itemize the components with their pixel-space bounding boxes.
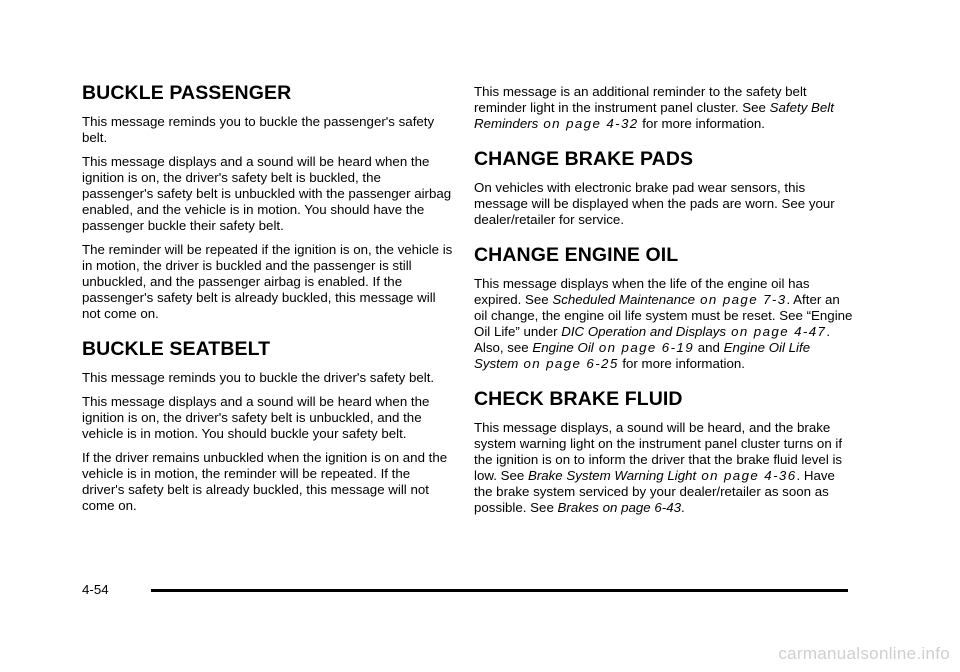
- text: This message displays when the life of the engine oil has expired. See: [474, 276, 810, 307]
- xref-safety-belt-reminders[interactable]: Safety Belt Reminders: [474, 100, 834, 131]
- xref-brakes[interactable]: Brakes on page 6-43: [557, 500, 681, 515]
- text: This message displays, a sound will be heard, and the brake system warning light on the instrument panel cluster turns on if the ignition is on to inform the driver that the brake fluid level is low. See: [474, 420, 843, 483]
- paragraph: [474, 84, 854, 132]
- text: for more information.: [638, 116, 765, 131]
- section-buckle-passenger: [82, 82, 454, 322]
- page-number: 4-54: [82, 582, 109, 597]
- xref-scheduled-maintenance[interactable]: Scheduled Maintenance: [552, 292, 696, 307]
- text: This message is an additional reminder to the safety belt reminder light in the instrument panel cluster. See: [474, 84, 807, 115]
- page-ref[interactable]: on page 7-3: [695, 292, 787, 307]
- heading-buckle-seatbelt: BUCKLE SEATBELT: [82, 338, 271, 360]
- text: for more information.: [618, 356, 745, 371]
- paragraph: On vehicles with electronic brake pad wear sensors, this message will be displayed when the pads are worn. See your dealer/retailer for service.: [474, 180, 835, 227]
- left-column: [82, 82, 454, 530]
- heading-buckle-passenger: BUCKLE PASSENGER: [82, 82, 292, 104]
- xref-brake-system-warning-light[interactable]: Brake System Warning Light: [527, 468, 697, 483]
- section-buckle-seatbelt: [82, 338, 454, 514]
- watermark: carmanualsonline.info: [778, 644, 950, 663]
- section-change-engine-oil: [474, 244, 854, 372]
- paragraph: This message displays and a sound will be heard when the ignition is on, the driver's safety belt is buckled, the passenger's safety belt is unbuckled with the passenger airbag enabled, and the vehicle is in motion. You should have the passenger buckle their safety belt.: [82, 154, 452, 233]
- xref-dic-operation[interactable]: DIC Operation and Displays: [561, 324, 727, 339]
- page-ref[interactable]: on page 4-47: [726, 324, 827, 339]
- heading-change-engine-oil: CHANGE ENGINE OIL: [474, 244, 679, 266]
- page-ref[interactable]: on page 6-19: [593, 340, 695, 355]
- page-ref[interactable]: on page 6-25: [518, 356, 619, 371]
- section-safety-belt-reminder: [474, 84, 854, 132]
- paragraph: This message displays and a sound will be heard when the ignition is on, the driver's safety belt is unbuckled, and the vehicle is in motion. You should buckle your safety belt.: [82, 394, 430, 441]
- right-column: [474, 84, 854, 532]
- paragraph: [474, 276, 854, 372]
- heading-check-brake-fluid: CHECK BRAKE FLUID: [474, 388, 683, 410]
- page-ref[interactable]: on page 4-32: [538, 116, 639, 131]
- paragraph: [474, 420, 854, 516]
- footer-rule: [151, 589, 848, 592]
- page-ref[interactable]: on page 4-36: [696, 468, 797, 483]
- xref-engine-oil[interactable]: Engine Oil: [532, 340, 594, 355]
- paragraph: The reminder will be repeated if the ignition is on, the vehicle is in motion, the driver is buckled and the passenger is still unbuckled, and the passenger airbag is enabled. If the passenger's safety belt is already buckled, this message will not come on.: [82, 242, 453, 321]
- text: and: [694, 340, 724, 355]
- xref-engine-oil-life-system[interactable]: Engine Oil Life System: [474, 340, 811, 371]
- heading-change-brake-pads: CHANGE BRAKE PADS: [474, 148, 694, 170]
- text: . Have the brake system serviced by your dealer/retailer as soon as possible. See: [474, 468, 835, 515]
- text: . Also, see: [474, 324, 831, 355]
- text: .: [680, 500, 685, 515]
- paragraph: This message reminds you to buckle the passenger's safety belt.: [82, 114, 435, 145]
- text: . After an oil change, the engine oil life system must be reset. See “Engine Oil Life” under: [474, 292, 853, 339]
- paragraph: If the driver remains unbuckled when the ignition is on and the vehicle is in motion, the reminder will be repeated. If the driver's safety belt is already buckled, this message will not come on.: [82, 450, 448, 513]
- paragraph: This message reminds you to buckle the driver's safety belt.: [82, 370, 435, 385]
- section-change-brake-pads: [474, 148, 854, 228]
- section-check-brake-fluid: [474, 388, 854, 516]
